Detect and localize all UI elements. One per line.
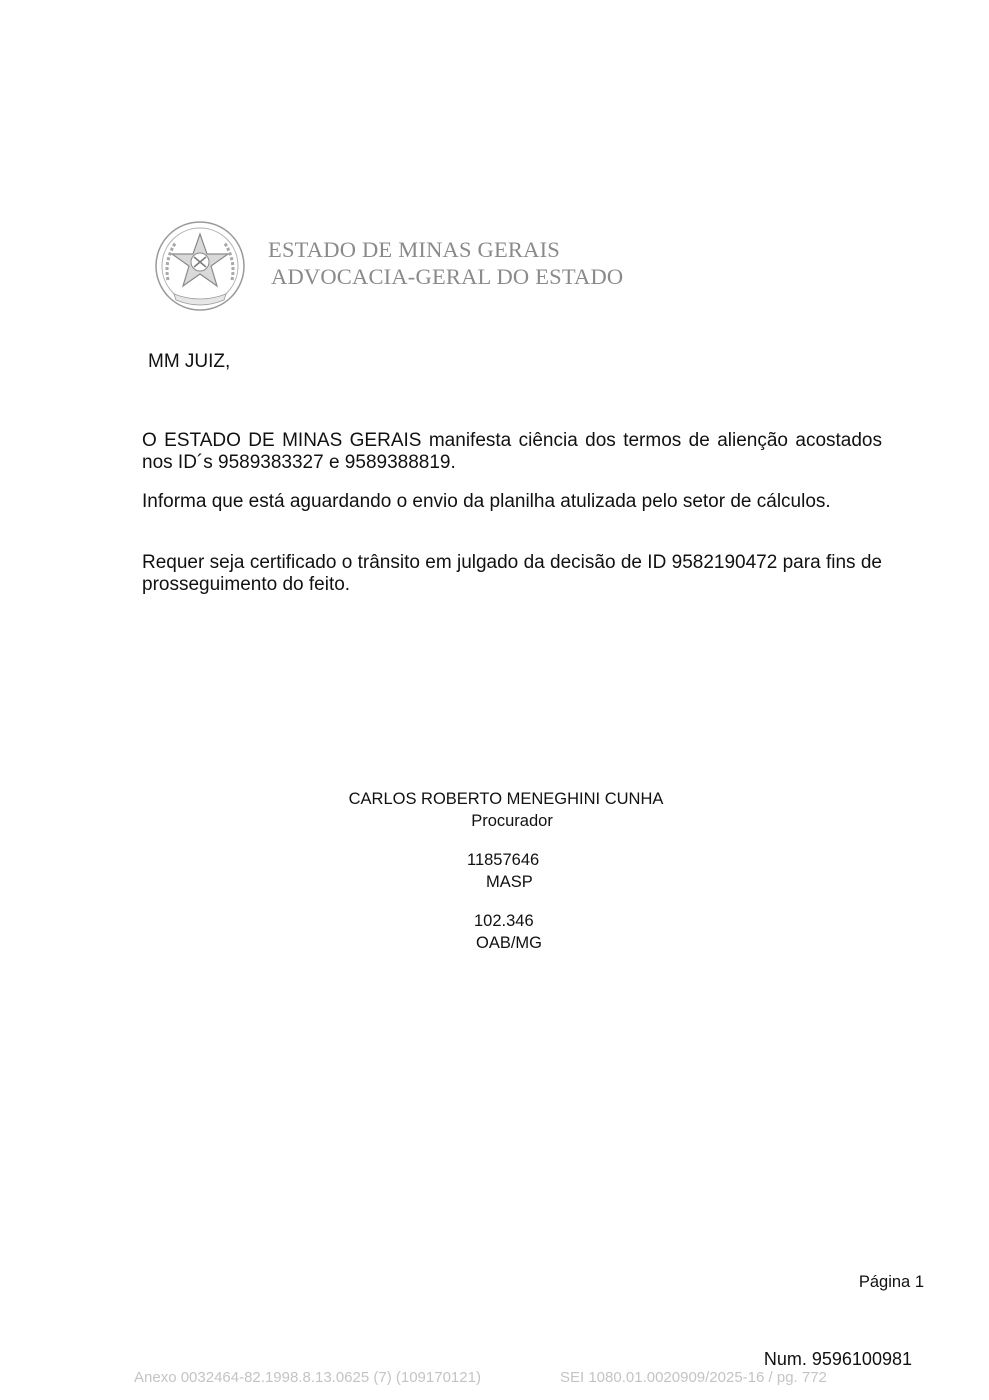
footer-sei-reference: SEI 1080.01.0020909/2025-16 / pg. 772 [560, 1369, 827, 1386]
signer-role: Procurador [471, 812, 553, 830]
letterhead-state-name: ESTADO DE MINAS GERAIS [268, 237, 560, 262]
oab-number: 102.346 [474, 912, 534, 930]
coat-of-arms-seal-icon [154, 220, 246, 312]
body-paragraph-2: Informa que está aguardando o envio da planilha atulizada pelo setor de cálculos. [142, 491, 831, 512]
footer-annex-reference: Anexo 0032464-82.1998.8.13.0625 (7) (109170121) [134, 1369, 481, 1386]
document-number: Num. 9596100981 [763, 1349, 912, 1369]
oab-label: OAB/MG [476, 934, 543, 952]
page-number: Página 1 [858, 1273, 924, 1291]
body-paragraph-3: Requer seja certificado o trânsito em julgado da decisão de ID 9582190472 para fins de prosseguimento do feito. [142, 552, 882, 595]
letterhead-agency-name: ADVOCACIA-GERAL DO ESTADO [271, 264, 624, 289]
masp-number: 11857646 [467, 851, 540, 869]
masp-label: MASP [486, 873, 533, 891]
body-paragraph-1: O ESTADO DE MINAS GERAIS manifesta ciência dos termos de alienção acostados nos ID´s 9589383327 e 9589388819. [142, 430, 882, 473]
salutation: MM JUIZ, [148, 351, 231, 372]
signer-name: CARLOS ROBERTO MENEGHINI CUNHA [348, 790, 664, 808]
